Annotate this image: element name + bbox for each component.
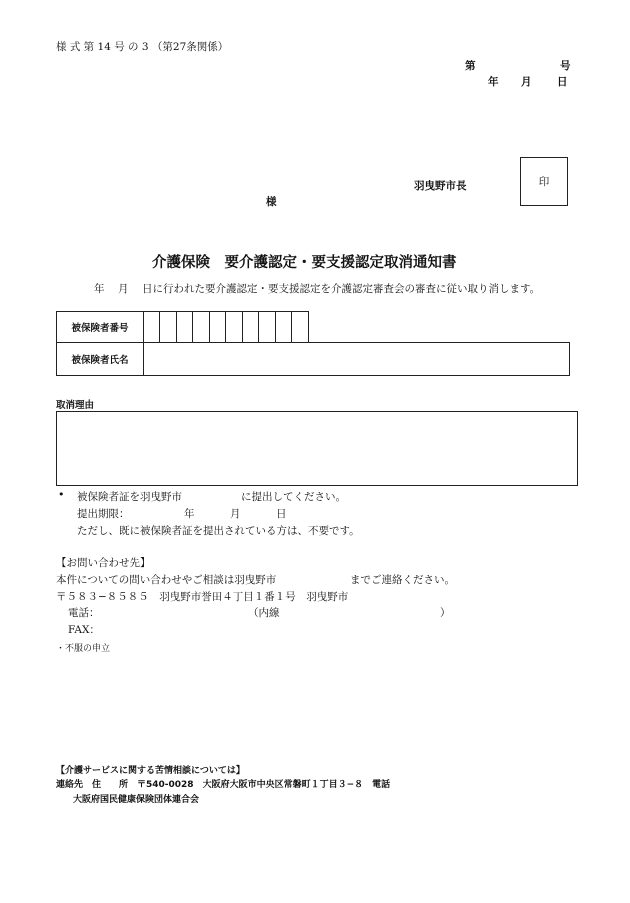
insured-number-digits xyxy=(143,311,309,343)
intro-text: 日に行われた要介護認定・要支援認定を介護認定審査会の審査に従い取り消します。 xyxy=(142,283,541,295)
issuer-name: 羽曳野市長 xyxy=(414,180,467,192)
submission-note: ただし、既に被保険者証を提出されている方は、不要です。 xyxy=(77,525,360,537)
document-number-prefix: 第 xyxy=(465,60,476,72)
contact-extension-close: ） xyxy=(440,607,451,619)
deadline-label: 提出期限： xyxy=(77,508,130,520)
issue-date-day: 日 xyxy=(557,76,568,88)
issue-date-month: 月 xyxy=(521,76,532,88)
insured-number-label-cell xyxy=(56,311,144,343)
contact-line1-b: までご連絡ください。 xyxy=(350,574,455,586)
contact-phone-label: 電話： xyxy=(68,607,100,619)
document-number-suffix: 号 xyxy=(560,60,571,72)
contact-extension-open: （内線 xyxy=(248,607,280,619)
digit-cell[interactable] xyxy=(143,311,160,343)
seal-box xyxy=(520,157,568,206)
contact-heading: 【お問い合わせ先】 xyxy=(56,557,151,569)
form-number: 様 式 第 14 号 の 3 （第27条関係） xyxy=(56,41,229,53)
complaint-organization: 大阪府国民健康保険団体連合会 xyxy=(73,795,200,805)
intro-year: 年 xyxy=(94,283,105,295)
appeal-note: ・不服の申立 xyxy=(56,644,111,654)
document-title: 介護保険 要介護認定・要支援認定取消通知書 xyxy=(152,255,457,271)
reason-field[interactable] xyxy=(56,411,578,486)
contact-fax-label: FAX： xyxy=(68,624,100,636)
issue-date-year: 年 xyxy=(488,76,499,88)
contact-address: 〒５８３−８５８５ 羽曳野市誉田４丁目１番１号 羽曳野市 xyxy=(56,591,349,603)
insured-name-label: 被保険者氏名 xyxy=(71,355,129,366)
digit-cell[interactable] xyxy=(226,311,243,343)
insured-name-field[interactable] xyxy=(143,342,570,376)
addressee-honorific: 様 xyxy=(266,196,277,208)
contact-line1-a: 本件についての問い合わせやご相談は羽曳野市 xyxy=(56,574,277,586)
insured-number-label: 被保険者番号 xyxy=(71,323,129,334)
digit-cell[interactable] xyxy=(259,311,276,343)
complaint-contact-line: 連絡先 住 所 〒540-0028 大阪府大阪市中央区常磐町１丁目３−８ 電話 xyxy=(56,780,391,790)
digit-cell[interactable] xyxy=(292,311,309,343)
digit-cell[interactable] xyxy=(177,311,193,343)
submission-line1-b: に提出してください。 xyxy=(241,491,346,503)
submission-line1-a: 被保険者証を羽曳野市 xyxy=(77,491,182,503)
digit-cell[interactable] xyxy=(243,311,259,343)
digit-cell[interactable] xyxy=(276,311,292,343)
insured-name-label-cell xyxy=(56,342,144,376)
intro-month: 月 xyxy=(118,283,129,295)
deadline-month: 月 xyxy=(230,508,241,520)
digit-cell[interactable] xyxy=(210,311,226,343)
deadline-day: 日 xyxy=(276,508,287,520)
deadline-year: 年 xyxy=(184,508,195,520)
seal-label: 印 xyxy=(538,176,550,188)
complaint-heading: 【介護サービスに関する苦情相談については】 xyxy=(56,766,245,776)
digit-cell[interactable] xyxy=(160,311,177,343)
digit-cell[interactable] xyxy=(193,311,210,343)
reason-label: 取消理由 xyxy=(56,400,95,411)
submission-bullet: • xyxy=(58,488,65,501)
